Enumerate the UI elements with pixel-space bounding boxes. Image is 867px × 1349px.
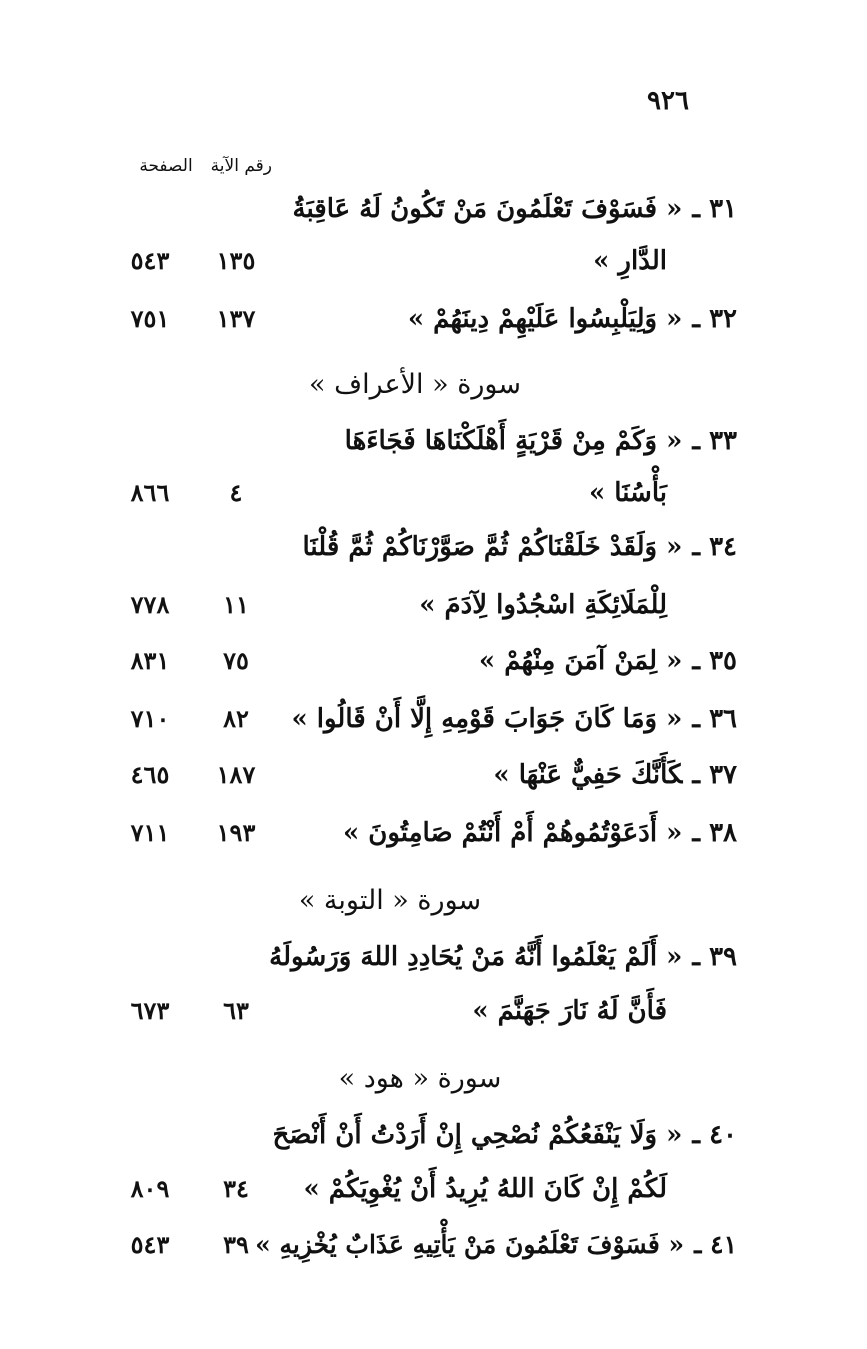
entry-40-line1 [272,1118,737,1152]
entry-41 [255,1228,737,1262]
verse-text: « فَسَوْفَ تَعْلَمُونَ مَنْ يَأْتِيهِ عَذَابٌ يُخْزِيهِ » [255,1230,685,1259]
verse-text: « وَلَا يَنْفَعُكُمْ نُصْحِي إِنْ أَرَدْتُ أَنْ أَنْصَحَ [272,1120,683,1150]
aya-number: ٨٢ [223,704,249,733]
page-ref: ٧١٠ [130,704,170,733]
entry-number: ٣٥ ـ [692,646,737,676]
entry-number: ٣٩ ـ [692,942,737,972]
verse-text: « فَسَوْفَ تَعْلَمُونَ مَنْ تَكُونُ لَهُ عَاقِبَةُ [292,194,683,224]
entry-number: ٣٧ ـ [692,760,737,790]
entry-number: ٤١ ـ [694,1230,737,1259]
surah-heading-araf: سورة « الأعراف » [309,369,521,400]
entry-32 [408,302,737,336]
entry-31-line1 [293,192,737,226]
verse-text: « وَلِيَلْبِسُوا عَلَيْهِمْ دِينَهُمْ » [407,304,683,334]
entry-36 [291,702,737,736]
entry-39-line2: فَأَنَّ لَهُ نَارَ جَهَنَّمَ » [472,996,667,1026]
page-ref: ٧٧٨ [130,590,170,619]
entry-31-line2: الدَّارِ » [593,246,667,276]
surah-heading-tawba: سورة « التوبة » [298,885,482,916]
aya-number: ١٣٧ [216,304,256,333]
aya-number: ٦٣ [223,996,249,1025]
entry-34-line1 [302,530,737,564]
page-ref: ٨٦٦ [130,478,170,507]
verse-text: « وَمَا كَانَ جَوَابَ قَوْمِهِ إِلَّا أَنْ قَالُوا » [291,704,683,734]
entry-number: ٤٠ ـ [692,1120,737,1150]
entry-33-line2: بَأْسُنَا » [588,478,667,508]
verse-text: « وَكَمْ مِنْ قَرْيَةٍ أَهْلَكْنَاهَا فَجَاءَهَا [344,426,683,456]
entry-38 [343,816,737,850]
page-ref: ٧١١ [130,818,170,847]
page-column-header: الصفحة [139,156,193,176]
entry-34-line2: لِلْمَلَائِكَةِ اسْجُدُوا لِآدَمَ » [419,590,667,620]
entry-35 [479,644,737,678]
column-header [121,156,272,176]
aya-number: ٧٥ [223,646,249,675]
page-ref: ٤٦٥ [130,760,170,789]
aya-number: ٤ [229,478,243,507]
page-ref: ٥٤٣ [130,246,170,275]
verse-text: « لِمَنْ آمَنَ مِنْهُمْ » [478,646,683,676]
aya-number: ٣٤ [223,1174,249,1203]
aya-number: ١١ [223,590,249,619]
page-ref: ٦٧٣ [130,996,170,1025]
entry-number: ٣٨ ـ [692,818,737,848]
aya-number: ١٩٣ [216,818,256,847]
page-number: ٩٢٦ [647,86,689,116]
entry-number: ٣٤ ـ [692,532,737,562]
verse-text: كَأَنَّكَ حَفِيٌّ عَنْهَا » [493,760,683,790]
surah-heading-hud: سورة « هود » [338,1063,502,1094]
entry-37 [493,758,737,792]
entry-33-line1 [345,424,737,458]
entry-number: ٣٦ ـ [692,704,737,734]
aya-number: ١٣٥ [216,246,256,275]
entry-number: ٣٢ ـ [692,304,737,334]
verse-text: « أَدَعَوْتُمُوهُمْ أَمْ أَنْتُمْ صَامِتُونَ » [342,818,683,848]
verse-text: « وَلَقَدْ خَلَقْنَاكُمْ ثُمَّ صَوَّرْنَاكُمْ ثُمَّ قُلْنَا [302,532,683,562]
page-ref: ٨٠٩ [130,1174,170,1203]
entry-number: ٣١ ـ [692,194,737,224]
entry-39-line1 [269,940,737,974]
entry-number: ٣٣ ـ [692,426,737,456]
page-ref: ٧٥١ [130,304,170,333]
aya-number: ١٨٧ [216,760,256,789]
aya-number: ٣٩ [223,1230,249,1259]
entry-40-line2: لَكُمْ إِنْ كَانَ اللهُ يُرِيدُ أَنْ يُغْوِيَكُمْ » [303,1174,667,1204]
verse-text: « أَلَمْ يَعْلَمُوا أَنَّهُ مَنْ يُحَادِدِ اللهَ وَرَسُولَهُ [269,942,683,972]
page-ref: ٥٤٣ [130,1230,170,1259]
page-ref: ٨٣١ [130,646,170,675]
aya-column-header: رقم الآية [210,156,272,176]
